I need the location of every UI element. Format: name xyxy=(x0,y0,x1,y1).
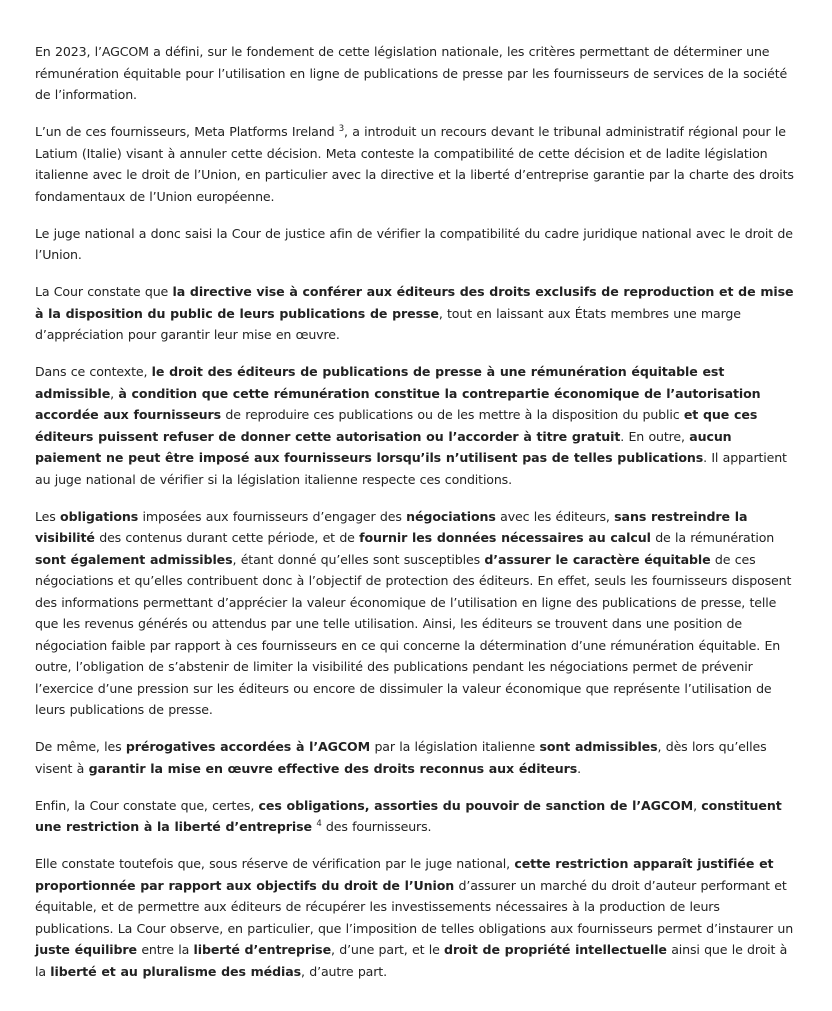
paragraph-5 xyxy=(35,361,802,490)
text-run: de la rémunération xyxy=(650,530,775,545)
paragraph-4 xyxy=(35,281,802,346)
text-run: De même, les xyxy=(35,739,126,754)
bold-text: garantir la mise en œuvre effective des droits reconnus aux éditeurs xyxy=(88,760,578,776)
text-run: , tout en laissant aux États membres une marge d’appréciation pour garantir leur mise en œuvre. xyxy=(35,305,741,342)
bold-text: ces obligations, assorties du pouvoir de sanction de l’AGCOM xyxy=(258,797,694,813)
bold-text: liberté d’entreprise xyxy=(193,942,332,957)
text-run: En 2023, l’AGCOM a défini, sur le fondement de cette législation nationale, les critères permettant de déterminer une rémunération équitable pour l’utilisation en ligne de publications de presse par les fournisseurs de services de la société de l’information. xyxy=(35,44,788,102)
bold-text: fournir les données nécessaires au calcul xyxy=(359,530,651,545)
text-run: . xyxy=(577,760,582,776)
text-run: avec les éditeurs, xyxy=(495,508,615,524)
text-run: entre la xyxy=(136,942,194,957)
text-run: des fournisseurs. xyxy=(321,819,432,834)
footnote-reference: 3 xyxy=(338,124,345,134)
bold-text: sont admissibles xyxy=(539,739,658,754)
bold-text: aucun paiement ne peut être imposé aux fournisseurs lorsqu’ils n’utilisent pas de telles publications xyxy=(35,428,732,465)
paragraph-8 xyxy=(35,795,802,838)
text-run: , a introduit un recours devant le tribunal administratif régional pour le Latium (Italie) visant à annuler cette décision. Meta conteste la compatibilité de cette décision et de ladite législation italienne avec le droit de l’Union, en particulier avec la directive et la liberté d’entreprise garantie par la charte des droits fondamentaux de l’Union européenne. xyxy=(35,124,794,204)
bold-text: sans restreindre la visibilité xyxy=(35,508,748,545)
text-run: , d’autre part. xyxy=(301,963,387,979)
text-run: imposées aux fournisseurs d’engager des xyxy=(138,508,407,524)
text-run: , étant donné qu’elles sont susceptibles xyxy=(232,551,485,567)
text-run: Le juge national a donc saisi la Cour de justice afin de vérifier la compatibilité du cadre juridique national avec le droit de l’Union. xyxy=(35,225,793,262)
text-run: Dans ce contexte, xyxy=(35,364,152,379)
text-run: de reproduire ces publications ou de les mettre à la disposition du public xyxy=(221,407,684,422)
text-run: Elle constate toutefois que, sous réserve de vérification par le juge national, xyxy=(35,856,515,871)
bold-text: liberté et au pluralisme des médias xyxy=(50,963,302,979)
bold-text: et que ces éditeurs puissent refuser de donner cette autorisation ou l’accorder à titre gratuit xyxy=(35,407,758,444)
bold-text: le droit des éditeurs de publications de presse à une rémunération équitable est admissible xyxy=(35,364,725,401)
text-run: Enfin, la Cour constate que, certes, xyxy=(35,797,259,813)
bold-text: cette restriction apparaît justifiée et proportionnée par rapport aux objectifs du droit de l’Union xyxy=(35,856,774,893)
bold-text: sont également admissibles xyxy=(35,551,233,567)
text-run: , xyxy=(110,385,119,401)
bold-text: droit de propriété intellectuelle xyxy=(444,942,667,957)
text-run: , d’une part, et le xyxy=(331,942,445,957)
text-run: , dès lors qu’elles visent à xyxy=(35,739,767,776)
bold-text: obligations xyxy=(60,508,139,524)
paragraph-7 xyxy=(35,736,802,779)
paragraph-3 xyxy=(35,223,802,266)
text-run: d’assurer un marché du droit d’auteur performant et équitable, et de permettre aux éditeurs de récupérer les investissements nécessaires à la production de leurs publications. La Cour observe, en particulier, que l’imposition de telles obligations aux fournisseurs permet d’instaurer un xyxy=(35,877,794,936)
bold-text: constituent une restriction à la liberté d’entreprise xyxy=(35,797,782,834)
text-run: ainsi que le droit à la xyxy=(35,942,788,979)
text-run: La Cour constate que xyxy=(35,284,173,299)
bold-text: prérogatives accordées à l’AGCOM xyxy=(125,739,371,754)
paragraph-2 xyxy=(35,121,802,207)
text-run: des contenus durant cette période, et de xyxy=(94,530,360,545)
bold-text: négociations xyxy=(406,508,496,524)
bold-text: la directive vise à conférer aux éditeurs des droits exclusifs de reproduction et de mise à la disposition du public de leurs publications de presse xyxy=(35,284,794,321)
text-run: par la législation italienne xyxy=(370,739,540,754)
bold-text: juste équilibre xyxy=(35,942,137,957)
footnote-reference: 4 xyxy=(316,819,322,829)
text-run: L’un de ces fournisseurs, Meta Platforms Ireland xyxy=(35,124,339,139)
text-run: . Il appartient au juge national de vérifier si la législation italienne respecte ces conditions. xyxy=(35,450,787,487)
bold-text: à condition que cette rémunération constitue la contrepartie économique de l’autorisation accordée aux fournisseurs xyxy=(35,385,761,422)
text-run: Les xyxy=(35,508,61,524)
text-run: de ces négociations et qu’elles contribuent donc à l’objectif de protection des éditeurs. En effet, seuls les fournisseurs disposent des informations permettant d’apprécier la valeur économique de l’utilisation en ligne des publications de presse, telle que les revenus générés ou attendus par une telle utilisation. Ainsi, les éditeurs se trouvent dans une position de négociation faible par rapport à ces fournisseurs en ce qui concerne la détermination d’une rémunération équitable. En outre, l’obligation de s’abstenir de limiter la visibilité des publications pendant les négociations permet de prévenir l’exercice d’une pression sur les éditeurs ou encore de dissimuler la valeur économique que représente l’utilisation de leurs publications de presse. xyxy=(35,551,792,717)
paragraph-6 xyxy=(35,506,802,721)
paragraph-9 xyxy=(35,853,802,982)
text-run: , xyxy=(693,797,702,813)
paragraph-1 xyxy=(35,41,802,106)
text-run: . En outre, xyxy=(620,428,690,444)
bold-text: d’assurer le caractère équitable xyxy=(484,551,711,567)
